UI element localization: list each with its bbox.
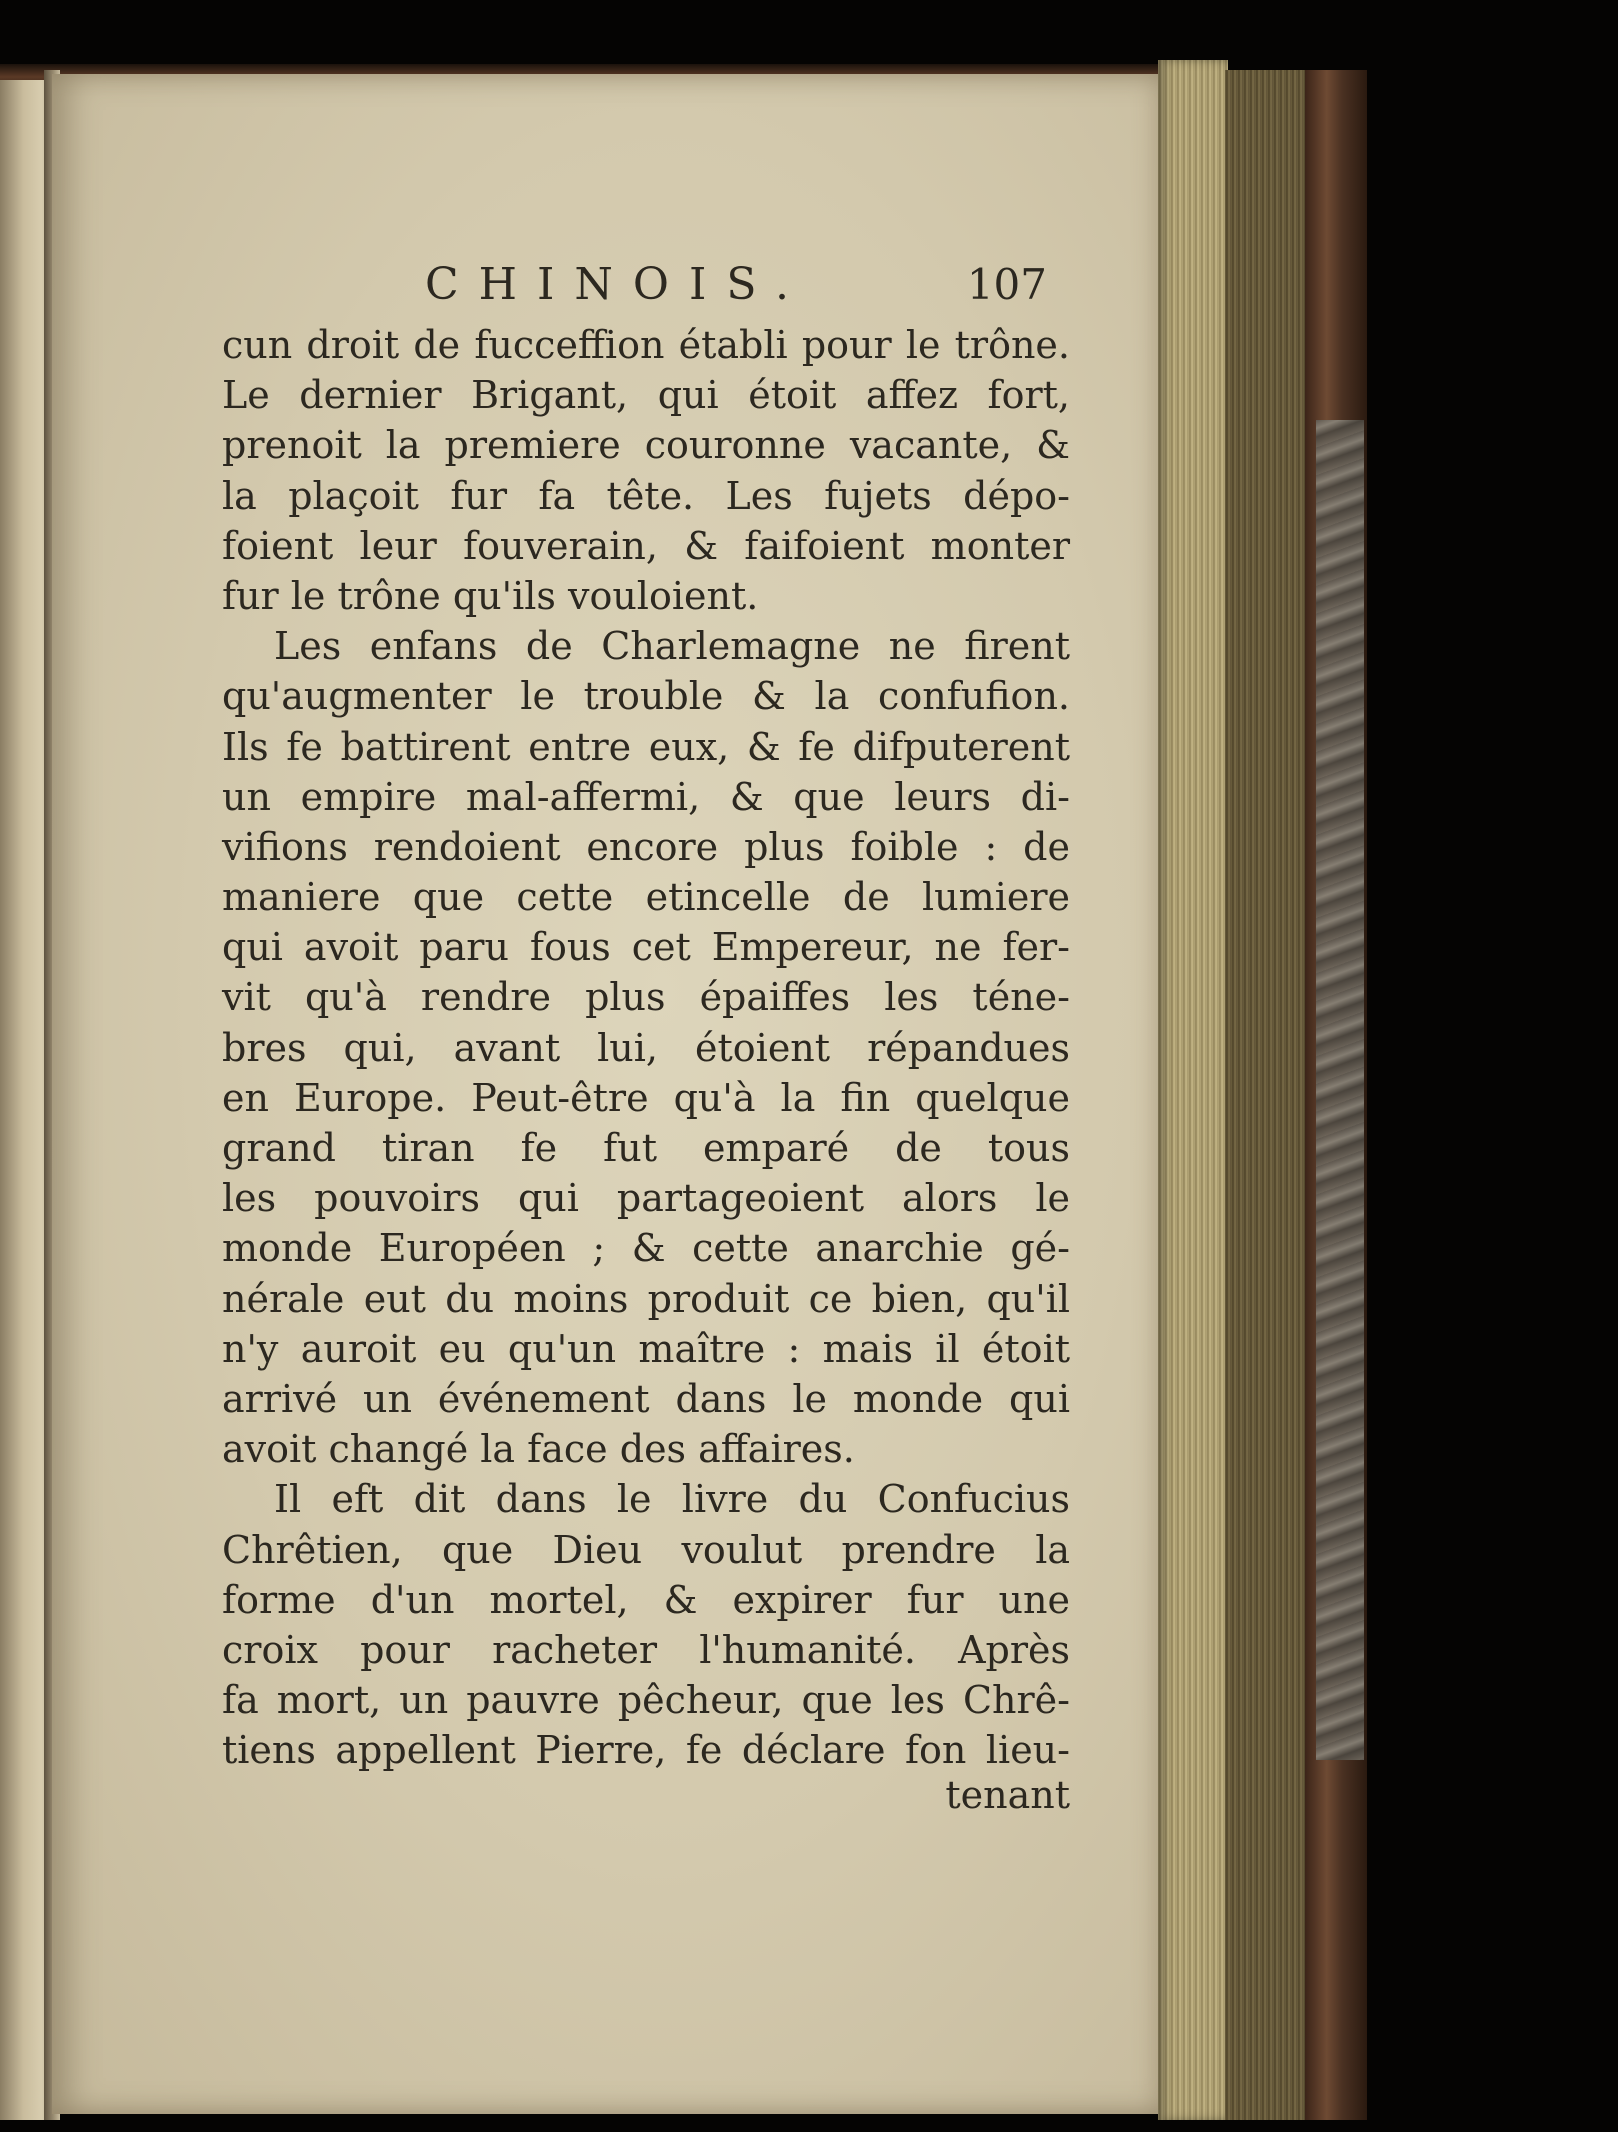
running-title: CHINOIS. xyxy=(425,259,809,310)
page-body xyxy=(222,320,1070,1775)
text-line: les pouvoirs qui partageoient alors le xyxy=(222,1176,1070,1221)
text-line: vit qu'à rendre plus épaiffes les téne- xyxy=(222,975,1070,1020)
text-line: en Europe. Peut-être qu'à la fin quelque xyxy=(222,1075,1070,1120)
text-line: Les enfans de Charlemagne ne firent xyxy=(274,624,1070,669)
text-line: vifions rendoient encore plus foible : de xyxy=(222,824,1070,869)
text-line: bres qui, avant lui, étoient répandues xyxy=(222,1025,1070,1070)
text-line: nérale eut du moins produit ce bien, qu'il xyxy=(222,1276,1070,1321)
text-line: fa mort, un pauvre pêcheur, que les Chrê- xyxy=(222,1678,1070,1723)
catchword: tenant xyxy=(945,1773,1070,1817)
text-line: n'y auroit eu qu'un maître : mais il étoit xyxy=(222,1326,1070,1371)
page-number: 107 xyxy=(966,260,1047,309)
page-stack-edge xyxy=(1225,70,1310,2120)
text-line: un empire mal-affermi, & que leurs di- xyxy=(222,774,1070,819)
text-line: avoit changé la face des affaires. xyxy=(222,1427,855,1472)
text-line: maniere que cette etincelle de lumiere xyxy=(222,875,1070,920)
running-header xyxy=(425,255,1065,315)
text-line: foient leur fouverain, & faifoient monter xyxy=(222,523,1070,568)
text-line: fur le trône qu'ils vouloient. xyxy=(222,573,759,618)
text-line: qui avoit paru fous cet Empereur, ne fer- xyxy=(222,925,1070,970)
text-line: la plaçoit fur fa tête. Les fujets dépo- xyxy=(222,473,1070,518)
text-line: monde Européen ; & cette anarchie gé- xyxy=(222,1226,1070,1271)
text-line: forme d'un mortel, & expirer fur une xyxy=(222,1577,1070,1622)
text-line: Le dernier Brigant, qui étoit affez fort, xyxy=(222,373,1070,418)
text-line: cun droit de fucceffion établi pour le trône. xyxy=(222,323,1070,367)
text-line: Il eft dit dans le livre du Confucius xyxy=(274,1477,1070,1522)
page-fore-edge xyxy=(1158,60,1228,2120)
text-line: qu'augmenter le trouble & la confufion. xyxy=(222,674,1070,719)
text-line: grand tiran fe fut emparé de tous xyxy=(222,1126,1070,1170)
text-line: tiens appellent Pierre, fe déclare fon lieu- xyxy=(222,1728,1070,1773)
marbled-cover-board xyxy=(1316,420,1364,1760)
text-line: Ils fe battirent entre eux, & fe difputerent xyxy=(222,724,1070,769)
text-line: Chrêtien, que Dieu voulut prendre la xyxy=(222,1527,1070,1572)
text-line: prenoit la premiere couronne vacante, & xyxy=(222,423,1070,468)
text-line: arrivé un événement dans le monde qui xyxy=(222,1376,1070,1421)
text-line: croix pour racheter l'humanité. Après xyxy=(222,1627,1070,1672)
